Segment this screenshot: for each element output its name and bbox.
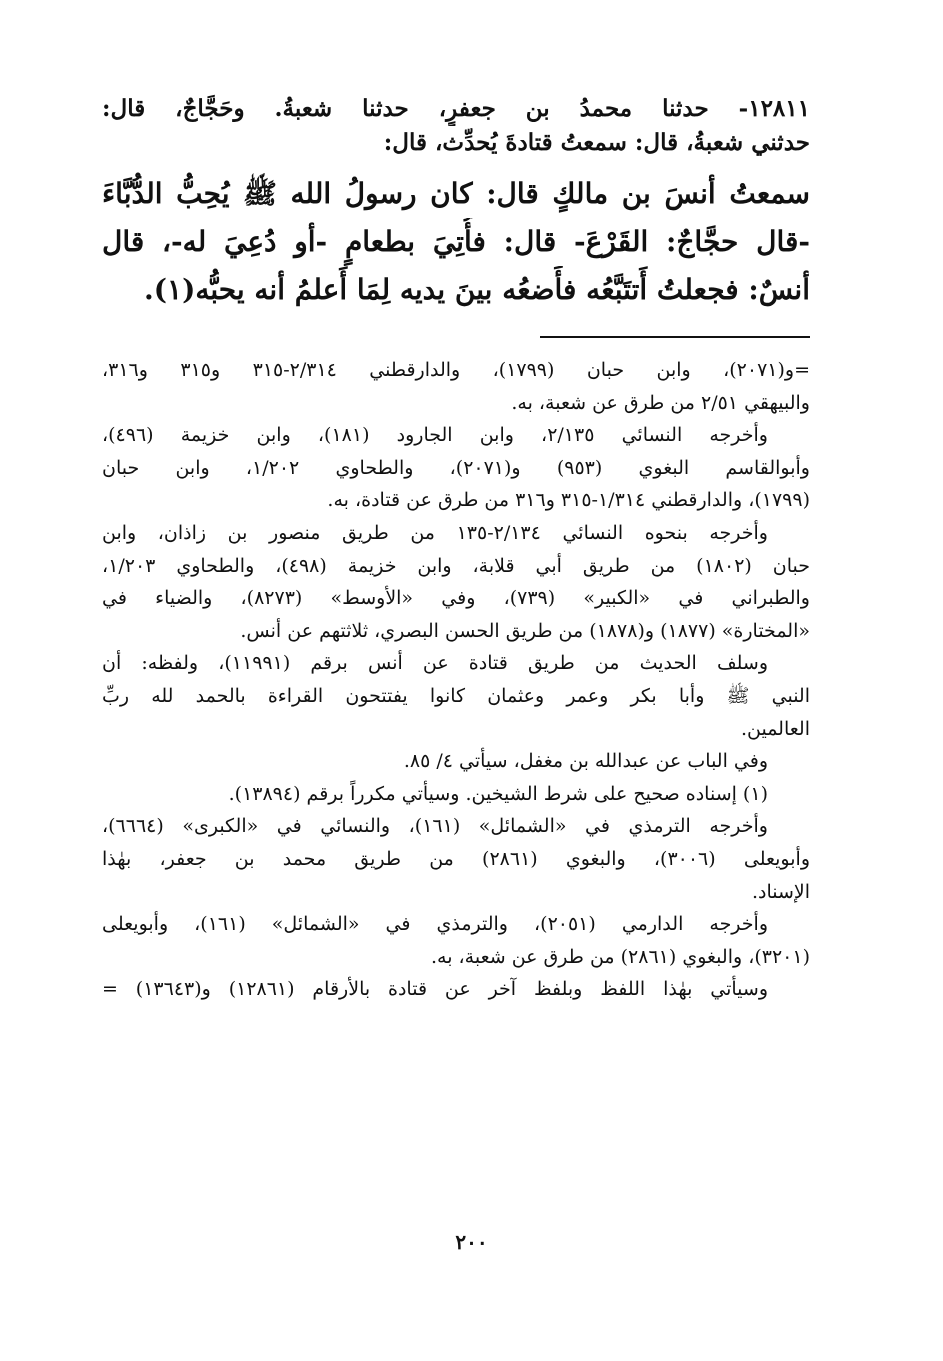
footnote-line: وأبويعلى (٣٠٠٦)، والبغوي (٢٨٦١) من طريق محمد بن جعفر، بهٰذا [102, 847, 810, 870]
hadith-matn [102, 170, 810, 314]
footnote-line: والطبراني في «الكبير» (٧٣٩)، وفي «الأوسط» (٨٢٧٣)، والضياء في [102, 587, 810, 610]
footnote-line: (٣٢٠١)، والبغوي (٢٨٦١) من طرق عن شعبة، به. [430, 945, 810, 968]
hadith-isnad [102, 92, 810, 160]
page-body [102, 92, 810, 1006]
footnote-line: النبي ﷺ وأبا بكر وعمر وعثمان كانوا يفتتحون القراءة بالحمد لله ربِّ [102, 684, 810, 707]
footnote-line: وأخرجه الدارمي (٢٠٥١)، والترمذي في «الشمائل» (١٦١)، وأبويعلى [102, 913, 768, 936]
matn-line: سمعتُ أنسَ بن مالكٍ قال: كان رسولُ الله ﷺ يُحِبُّ الدُّبَّاءَ [102, 177, 810, 210]
footnote-line: «المختارة» (١٨٧٧) و(١٨٧٨) من طريق الحسن البصري، ثلاثتهم عن أنس. [240, 619, 810, 642]
page-number: ٢٠٠ [455, 1230, 488, 1254]
footnote-separator [540, 336, 810, 338]
footnote-line: =و(٢٠٧١)، وابن حبان (١٧٩٩)، والدارقطني ٢/٣١٤-٣١٥ و٣١٥ و٣١٦، [102, 359, 810, 381]
footnote-line: وسيأتي بهٰذا اللفظ وبلفظ آخر عن قتادة بالأرقام (١٢٨٦١) و(١٣٦٤٣) = [102, 978, 768, 1001]
footnote-line: وأخرجه بنحوه النسائي ٢/١٣٤-١٣٥ من طريق منصور بن زاذان، وابن [102, 521, 768, 544]
footnote-line: وأخرجه النسائي ٢/١٣٥، وابن الجارود (١٨١)، وابن خزيمة (٤٩٦)، [102, 424, 768, 447]
footnote-line: (١٧٩٩)، والدارقطني ١/٣١٤-٣١٥ و٣١٦ من طرق عن قتادة، به. [327, 489, 810, 512]
isnad-line: ١٢٨١١- حدثنا محمدُ بن جعفرٍ، حدثنا شعبةُ. وحَجَّاجٌ، قال: [102, 95, 810, 122]
footnote-line: العالمين. [740, 717, 810, 740]
footnotes [102, 354, 810, 1006]
footnote-line: (١) إسناده صحيح على شرط الشيخين. وسيأتي مكرراً برقم (١٣٨٩٤). [228, 782, 768, 805]
footnote-line: حبان (١٨٠٢) من طريق أبي قلابة، وابن خزيمة (٤٩٨)، والطحاوي ١/٢٠٣، [102, 554, 810, 577]
isnad-line: حدثني شعبةُ، قال: سمعتُ قتادةَ يُحدِّث، قال: [383, 129, 810, 156]
footnote-line: وأخرجه الترمذي في «الشمائل» (١٦١)، والنسائي في «الكبرى» (٦٦٦٤)، [102, 815, 768, 838]
matn-line: -قال حجَّاجٌ: القَرْعَ- قال: فأُتِيَ بطعامٍ -أو دُعِيَ له-، قال [102, 225, 810, 258]
matn-line: أنسٌ: فجعلتُ أَتتَبَّعُه فأَضعُه بينَ يديه لِمَا أَعلمُ أنه يحبُّه(١). [144, 273, 810, 306]
footnote-line: وأبوالقاسم البغوي (٩٥٣) و(٢٠٧١)، والطحاوي ١/٢٠٢، وابن حبان [102, 456, 810, 479]
footnote-line: والبيهقي ٢/٥١ من طرق عن شعبة، به. [511, 391, 810, 414]
footnote-line: وسلف الحديث من طريق قتادة عن أنس برقم (١١٩٩١)، ولفظه: أن [102, 652, 768, 675]
footnote-line: وفي الباب عن عبدالله بن مغفل، سيأتي ٤/ ٨٥. [403, 750, 768, 773]
footnote-line: الإسناد. [751, 880, 810, 903]
